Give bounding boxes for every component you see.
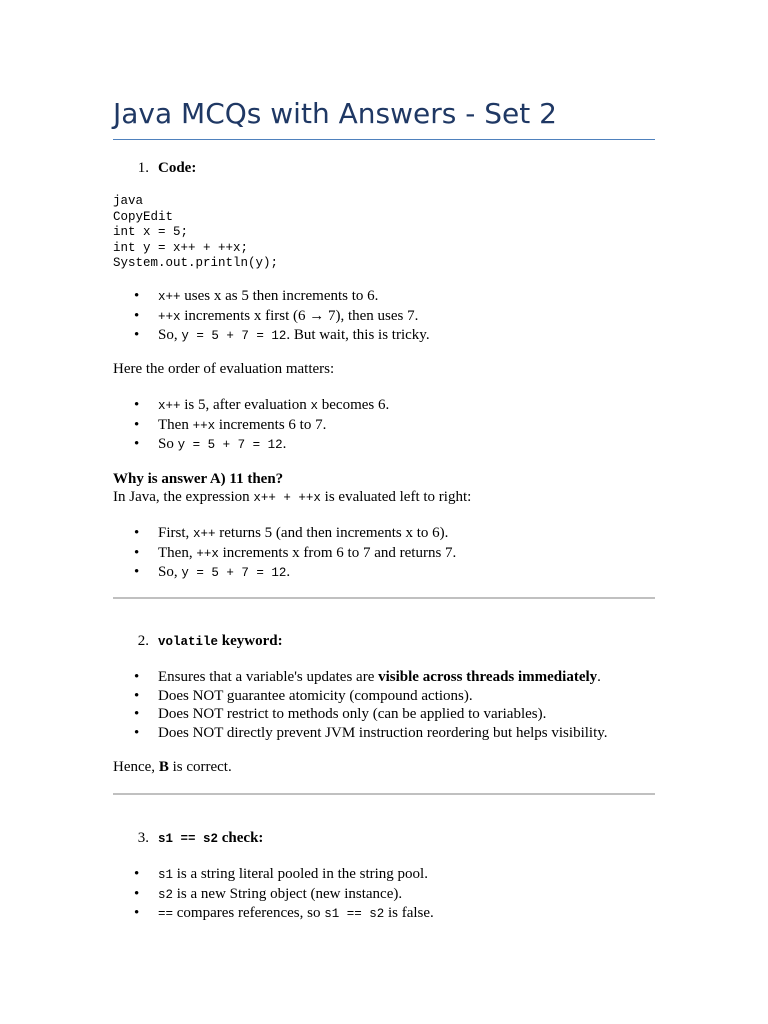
question-heading-text: Code:	[158, 160, 197, 176]
code-line: int x = 5;	[113, 225, 189, 239]
list-item: • Does NOT guarantee atomicity (compound actions).	[134, 687, 473, 704]
question-heading-text: check:	[218, 830, 264, 846]
why-heading: Why is answer A) 11 then?	[113, 471, 284, 487]
section-divider	[113, 793, 655, 795]
list-item: • s2 is a new String object (new instance).	[134, 885, 403, 902]
question-2-heading	[113, 632, 655, 651]
bullet-list	[113, 865, 655, 924]
question-1-heading	[113, 159, 655, 177]
code-line: System.out.println(y);	[113, 256, 279, 270]
paragraph: Here the order of evaluation matters:	[113, 361, 335, 377]
list-item: • First, x++ returns 5 (and then increments x to 6).	[134, 525, 449, 541]
list-item: • x++ is 5, after evaluation x becomes 6.	[134, 397, 390, 413]
list-item: • So y = 5 + 7 = 12.	[134, 436, 287, 452]
list-item: • Then, ++x increments x from 6 to 7 and returns 7.	[134, 544, 457, 561]
code-block	[113, 194, 278, 272]
list-item: • == compares references, so s1 == s2 is false.	[134, 905, 434, 921]
bullet-list	[113, 396, 655, 455]
page-title: Java MCQs with Answers - Set 2	[113, 97, 557, 130]
conclusion: Hence, B is correct.	[113, 759, 232, 775]
bullet-list	[113, 524, 655, 583]
question-heading-code: volatile	[158, 635, 219, 649]
title-underline	[113, 139, 655, 140]
question-number: 2.	[137, 633, 149, 649]
question-number: 3.	[137, 830, 149, 846]
list-item: • So, y = 5 + 7 = 12. But wait, this is tricky.	[134, 327, 430, 343]
list-item: • ++x increments x first (6 → 7), then uses 7.	[134, 307, 419, 324]
list-item: • x++ uses x as 5 then increments to 6.	[134, 288, 379, 304]
question-number: 1.	[137, 160, 149, 176]
question-heading-code: s1 == s2	[158, 832, 219, 846]
bullet-list	[113, 668, 655, 742]
list-item: • Does NOT restrict to methods only (can be applied to variables).	[134, 706, 547, 722]
list-item: • Then ++x increments 6 to 7.	[134, 416, 327, 433]
code-line: CopyEdit	[113, 209, 174, 224]
list-item: • Ensures that a variable's updates are visible across threads immediately.	[134, 669, 601, 685]
list-item: • s1 is a string literal pooled in the string pool.	[134, 866, 428, 882]
question-3-heading	[113, 829, 655, 848]
list-item: • Does NOT directly prevent JVM instruction reordering but helps visibility.	[134, 724, 608, 741]
section-divider	[113, 597, 655, 599]
bullet-list	[113, 287, 655, 346]
list-item: • So, y = 5 + 7 = 12.	[134, 564, 291, 580]
paragraph: In Java, the expression x++ + ++x is evaluated left to right:	[113, 489, 472, 505]
code-line: int y = x++ + ++x;	[113, 240, 249, 255]
question-heading-text: keyword:	[218, 633, 283, 649]
code-line: java	[113, 194, 144, 208]
